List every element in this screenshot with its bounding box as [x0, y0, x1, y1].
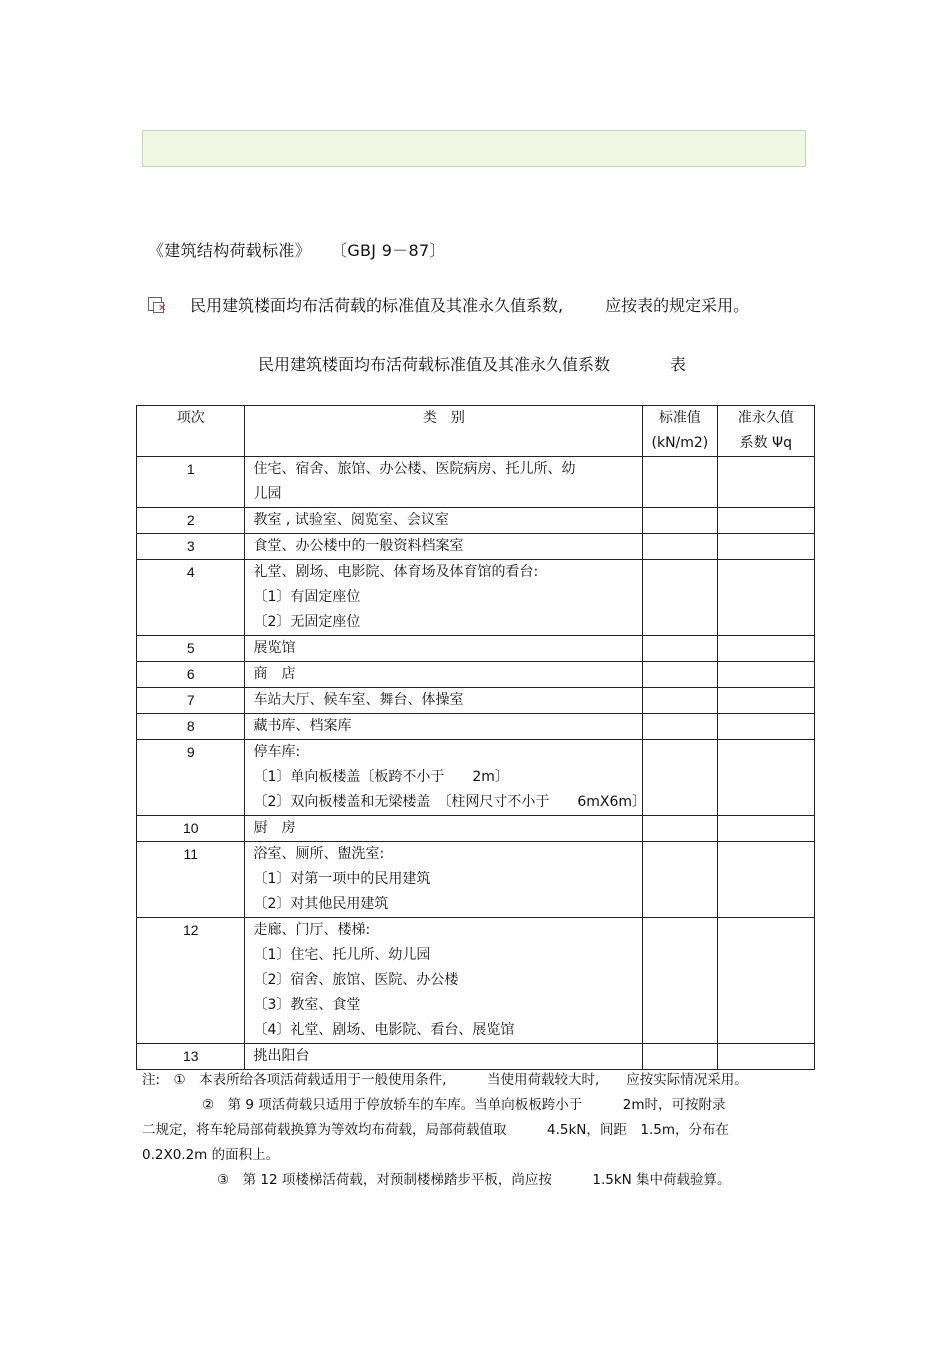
category-line: 〔1〕对第一项中的民用建筑	[253, 871, 431, 887]
row-quasi-permanent-coef	[717, 662, 814, 688]
row-index: 2	[137, 508, 245, 534]
category-line: 〔1〕单向板楼盖〔板跨不小于 2m〕	[253, 769, 509, 785]
header-quasi-permanent-coef: 准永久值 系数 Ψq	[717, 406, 814, 457]
category-line: 停车库:	[253, 744, 301, 760]
category-line: 食堂、办公楼中的一般资料档案室	[253, 538, 464, 554]
category-line: 车站大厅、候车室、舞台、体操室	[253, 692, 464, 708]
table-row	[137, 534, 815, 560]
table-row	[137, 457, 815, 508]
row-category	[245, 842, 643, 918]
row-index: 3	[137, 534, 245, 560]
row-category	[245, 636, 643, 662]
row-standard-value	[643, 457, 717, 508]
row-quasi-permanent-coef	[717, 508, 814, 534]
table-title-suffix: 表	[670, 355, 687, 374]
category-line: 藏书库、档案库	[253, 718, 352, 734]
row-index: 1	[137, 457, 245, 508]
intro-paragraph	[148, 293, 749, 316]
row-index: 12	[137, 918, 245, 1044]
row-category	[245, 688, 643, 714]
note-2-end: 0.2X0.2m 的面积上。	[142, 1147, 280, 1163]
row-category	[245, 457, 643, 508]
row-standard-value	[643, 508, 717, 534]
table-row	[137, 636, 815, 662]
row-standard-value	[643, 534, 717, 560]
category-line: 商 店	[253, 666, 296, 682]
row-index: 13	[137, 1044, 245, 1070]
table-row	[137, 842, 815, 918]
category-line: 〔2〕无固定座位	[253, 614, 361, 630]
note-3: ③ 第 12 项楼梯活荷载，对预制楼梯踏步平板，尚应按 1.5kN 集中荷载验算。	[217, 1172, 731, 1188]
note-2-cont: 二规定，将车轮局部荷载换算为等效均布荷载，局部荷载值取 4.5kN，间距 1.5m，分布在	[142, 1122, 730, 1138]
note-2: ② 第 9 项活荷载只适用于停放轿车的车库。当单向板板跨小于 2m时，可按附录	[202, 1097, 726, 1113]
broken-image-icon: ✕	[148, 295, 168, 315]
row-quasi-permanent-coef	[717, 688, 814, 714]
row-category	[245, 508, 643, 534]
table-row	[137, 508, 815, 534]
row-standard-value	[643, 842, 717, 918]
table-row	[137, 560, 815, 636]
row-standard-value	[643, 740, 717, 816]
live-load-table	[136, 405, 815, 1070]
category-line: 走廊、门厅、楼梯:	[253, 922, 371, 938]
category-line: 教室 , 试验室、阅览室、会议室	[253, 512, 449, 528]
row-index: 5	[137, 636, 245, 662]
table-row	[137, 1044, 815, 1070]
row-quasi-permanent-coef	[717, 636, 814, 662]
row-quasi-permanent-coef	[717, 918, 814, 1044]
row-quasi-permanent-coef	[717, 740, 814, 816]
row-category	[245, 662, 643, 688]
category-line: 展览馆	[253, 640, 296, 656]
table-notes	[142, 1068, 812, 1193]
intro-text-1: 民用建筑楼面均布活荷载的标准值及其准永久值系数,	[190, 296, 564, 315]
row-category	[245, 816, 643, 842]
row-standard-value	[643, 688, 717, 714]
row-category	[245, 918, 643, 1044]
table-row	[137, 688, 815, 714]
table-row	[137, 740, 815, 816]
category-line: 〔1〕有固定座位	[253, 589, 361, 605]
table-row	[137, 714, 815, 740]
row-quasi-permanent-coef	[717, 534, 814, 560]
row-standard-value	[643, 636, 717, 662]
category-line: 〔2〕双向板楼盖和无梁楼盖 〔柱网尺寸不小于 6mX6m〕	[253, 794, 647, 810]
table-row	[137, 918, 815, 1044]
row-quasi-permanent-coef	[717, 560, 814, 636]
row-index: 6	[137, 662, 245, 688]
category-line: 儿园	[253, 486, 282, 502]
category-line: 〔2〕宿舍、旅馆、医院、办公楼	[253, 972, 459, 988]
row-category	[245, 714, 643, 740]
row-category	[245, 560, 643, 636]
row-index: 8	[137, 714, 245, 740]
category-line: 〔3〕教室、食堂	[253, 997, 361, 1013]
table-title	[258, 352, 686, 375]
row-category	[245, 1044, 643, 1070]
row-index: 4	[137, 560, 245, 636]
row-quasi-permanent-coef	[717, 1044, 814, 1070]
row-index: 10	[137, 816, 245, 842]
category-line: 〔1〕住宅、托儿所、幼儿园	[253, 947, 431, 963]
table-title-text: 民用建筑楼面均布活荷载标准值及其准永久值系数	[258, 355, 611, 374]
header-index: 项次	[137, 406, 245, 457]
category-line: 厨 房	[253, 820, 296, 836]
row-index: 7	[137, 688, 245, 714]
row-standard-value	[643, 918, 717, 1044]
standard-name: 《建筑结构荷载标准》	[148, 241, 312, 260]
row-standard-value	[643, 1044, 717, 1070]
row-standard-value	[643, 816, 717, 842]
row-index: 11	[137, 842, 245, 918]
header-standard-value: 标准值 (kN/m2)	[643, 406, 717, 457]
top-banner	[142, 130, 806, 167]
category-line: 挑出阳台	[253, 1048, 310, 1064]
row-index: 9	[137, 740, 245, 816]
row-quasi-permanent-coef	[717, 714, 814, 740]
table-header-row	[137, 406, 815, 457]
row-quasi-permanent-coef	[717, 842, 814, 918]
row-standard-value	[643, 560, 717, 636]
category-line: 〔4〕礼堂、剧场、电影院、看台、展览馆	[253, 1022, 515, 1038]
standard-code: 〔GBJ 9－87〕	[339, 241, 446, 260]
category-line: 〔2〕对其他民用建筑	[253, 896, 389, 912]
row-quasi-permanent-coef	[717, 816, 814, 842]
table-row	[137, 662, 815, 688]
intro-text-2: 应按表的规定采用。	[605, 296, 750, 315]
standard-title	[148, 238, 446, 261]
row-category	[245, 534, 643, 560]
category-line: 浴室、厕所、盥洗室:	[253, 846, 385, 862]
row-standard-value	[643, 662, 717, 688]
header-category: 类 别	[245, 406, 643, 457]
table-row	[137, 816, 815, 842]
category-line: 礼堂、剧场、电影院、体育场及体育馆的看台:	[253, 564, 539, 580]
row-category	[245, 740, 647, 816]
category-line: 住宅、宿舍、旅馆、办公楼、医院病房、托儿所、幼	[253, 461, 576, 477]
row-standard-value	[643, 714, 717, 740]
note-1: 注: ① 本表所给各项活荷载适用于一般使用条件, 当使用荷载较大时, 应按实际情况采用。	[142, 1072, 748, 1088]
row-quasi-permanent-coef	[717, 457, 814, 508]
